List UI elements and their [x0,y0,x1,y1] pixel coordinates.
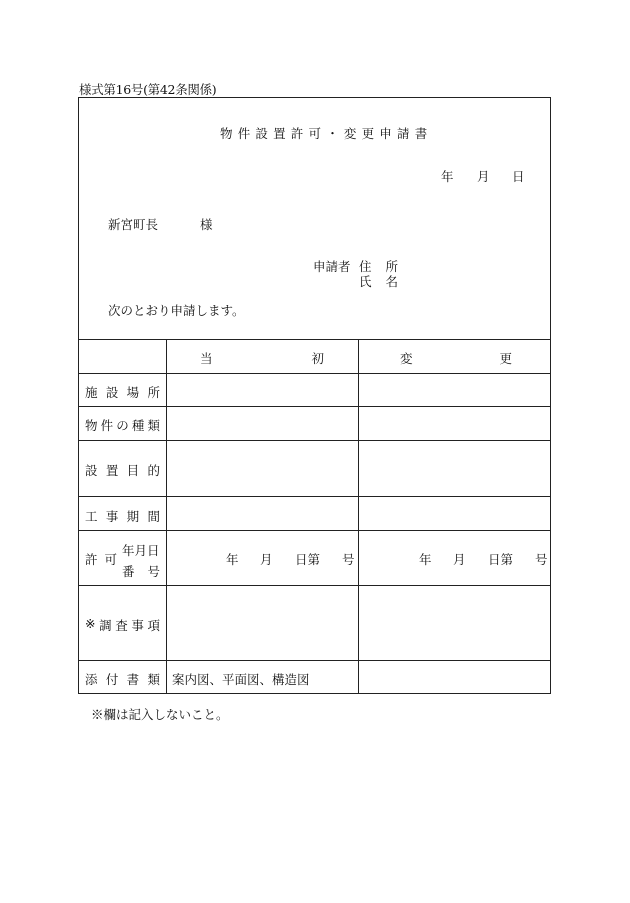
header-current: 当 初 [200,351,324,366]
row-label-construction-period: 工 事 期 間 [85,509,160,524]
row-label-permit: 許 可 [85,552,117,567]
permit-change-number: 号 [535,552,548,567]
document-title: 物件設置許可・変更申請書 [220,126,433,141]
date-day-label: 日 [512,169,525,184]
permit-current-day-no: 日第 [295,552,321,567]
permit-current-month: 月 [260,552,273,567]
permit-change-year: 年 [419,552,432,567]
permit-current-number: 号 [342,552,355,567]
column-divider [358,339,359,694]
row-divider [78,373,551,374]
table-top-border [78,339,551,340]
applicant-label: 申請者 [313,259,351,274]
date-year-label: 年 [441,169,454,184]
row-label-object-type: 物 件 の 種 類 [85,418,160,433]
permit-current-year: 年 [226,552,239,567]
row-divider [78,406,551,407]
attachments-current-value: 案内図、平面図、構造図 [172,672,310,687]
row-divider [78,440,551,441]
header-change: 変 更 [400,351,512,366]
row-label-permit-date: 年月日 [122,543,160,558]
column-divider [166,339,167,694]
honorific: 様 [200,217,213,232]
row-divider [78,660,551,661]
permit-change-day-no: 日第 [488,552,514,567]
request-statement: 次のとおり申請します。 [108,303,245,318]
applicant-name-label: 氏 名 [359,274,403,289]
form-number: 様式第16号(第42条関係) [79,82,217,97]
applicant-address-label: 住 所 [359,259,403,274]
row-label-permit-number: 番 号 [122,564,160,579]
row-divider [78,496,551,497]
row-label-attachments: 添 付 書 類 [85,672,160,687]
row-label-installation-purpose: 設 置 目 的 [85,463,160,478]
permit-change-month: 月 [453,552,466,567]
row-divider [78,530,551,531]
row-label-inspection: ※ 調 査 事 項 [85,616,160,633]
date-month-label: 月 [477,169,490,184]
footnote: ※欄は記入しないこと。 [91,707,229,722]
addressee: 新宮町長 [108,217,159,232]
row-label-facility-location: 施 設 場 所 [85,385,160,400]
row-divider [78,585,551,586]
